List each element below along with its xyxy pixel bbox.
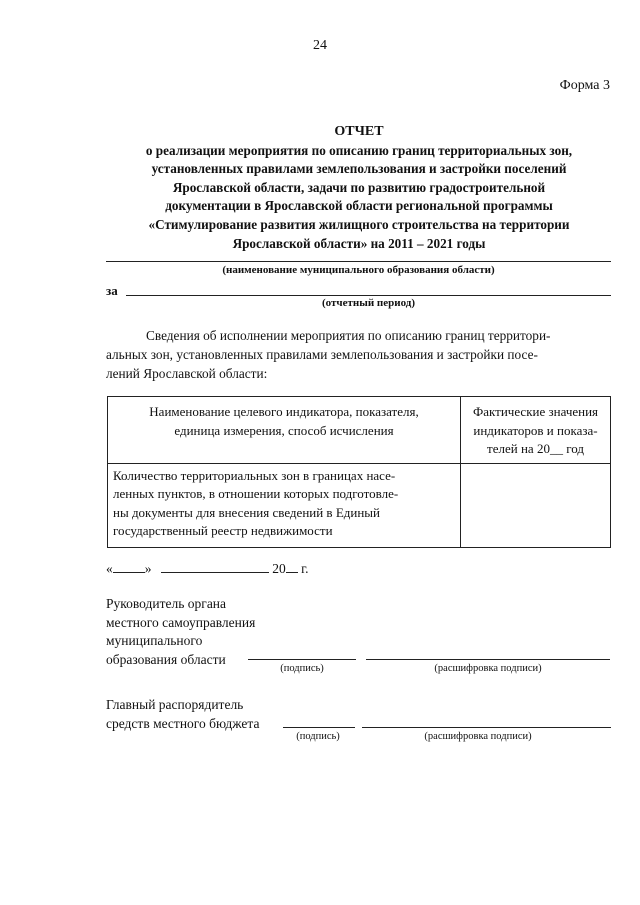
municipality-blank-line[interactable] <box>106 261 611 262</box>
head-sign-line[interactable] <box>248 659 356 660</box>
title-line: «Стимулирование развития жилищного строительства на территории <box>148 216 570 232</box>
title-line: установленных правилами землепользования и застройки поселений <box>151 161 567 177</box>
intro-line: альных зон, установленных правилами землепользования и застройки посе- <box>106 347 538 363</box>
manager-signature-label <box>106 696 259 733</box>
table-header-row <box>108 397 611 464</box>
year-prefix: 20 <box>272 561 286 576</box>
head-label-line: Руководитель органа <box>106 596 227 611</box>
head-decode-line[interactable] <box>366 659 610 660</box>
municipality-caption: (наименование муниципального образования области) <box>222 264 495 276</box>
head-label-line: местного самоуправления <box>106 614 256 630</box>
header-indicator-line: Наименование целевого индикатора, показателя, <box>149 404 419 419</box>
header-value-line: индикаторов и показа- <box>473 422 598 438</box>
header-value-line: телей на 20__ год <box>487 441 584 456</box>
day-blank[interactable] <box>113 560 145 573</box>
row-indicator-line: ленных пунктов, в отношении которых подготовле- <box>113 486 399 501</box>
header-value-line: Фактические значения <box>472 404 599 419</box>
header-indicator-line: единица измерения, способ исчисления <box>174 422 394 438</box>
intro-line: Сведения об исполнении мероприятия по описанию границ территори- <box>146 328 551 343</box>
row-indicator-line: Количество территориальных зон в границах насе- <box>113 467 396 483</box>
row-indicator <box>108 463 461 547</box>
quote-close: » <box>144 561 152 576</box>
title-line: о реализации мероприятия по описанию границ территориальных зон, <box>145 142 573 158</box>
month-blank[interactable] <box>161 560 269 573</box>
manager-sign-caption: (подпись) <box>296 731 340 742</box>
head-label-line: муниципального <box>106 633 203 648</box>
quote-open: « <box>106 561 113 576</box>
head-sign-caption: (подпись) <box>280 663 324 674</box>
manager-label-line: Главный распорядитель <box>106 697 244 712</box>
manager-label-line: средств местного бюджета <box>106 715 260 731</box>
head-label-line: образования области <box>106 651 226 667</box>
header-indicator <box>108 397 461 464</box>
report-title <box>96 123 622 253</box>
year-suffix: г. <box>301 561 309 576</box>
row-indicator-line: ны документы для внесения сведений в Единый <box>113 504 380 520</box>
indicator-table <box>107 396 611 548</box>
form-label: Форма 3 <box>559 78 610 93</box>
manager-decode-line[interactable] <box>362 727 611 728</box>
table-row <box>108 463 611 547</box>
row-value-cell[interactable] <box>461 463 611 547</box>
date-line <box>106 560 309 577</box>
period-caption: (отчетный период) <box>321 297 415 309</box>
year-blank[interactable] <box>286 560 298 573</box>
header-value <box>461 397 611 464</box>
head-signature-label <box>106 595 255 669</box>
title-heading: ОТЧЕТ <box>334 124 384 139</box>
head-decode-caption: (расшифровка подписи) <box>434 663 542 674</box>
intro-paragraph <box>106 326 612 384</box>
intro-line: лений Ярославской области: <box>106 366 268 382</box>
row-indicator-line: государственный реестр недвижимости <box>113 523 333 538</box>
page-number: 24 <box>313 38 327 53</box>
title-line: документации в Ярославской области региональной программы <box>165 198 553 214</box>
manager-decode-caption: (расшифровка подписи) <box>424 731 532 742</box>
period-prefix: за <box>106 283 118 298</box>
title-line: Ярославской области» на 2011 – 2021 годы <box>232 235 486 251</box>
title-line: Ярославской области, задачи по развитию градостроительной <box>172 179 546 195</box>
period-blank-line[interactable] <box>126 295 611 296</box>
manager-sign-line[interactable] <box>283 727 355 728</box>
